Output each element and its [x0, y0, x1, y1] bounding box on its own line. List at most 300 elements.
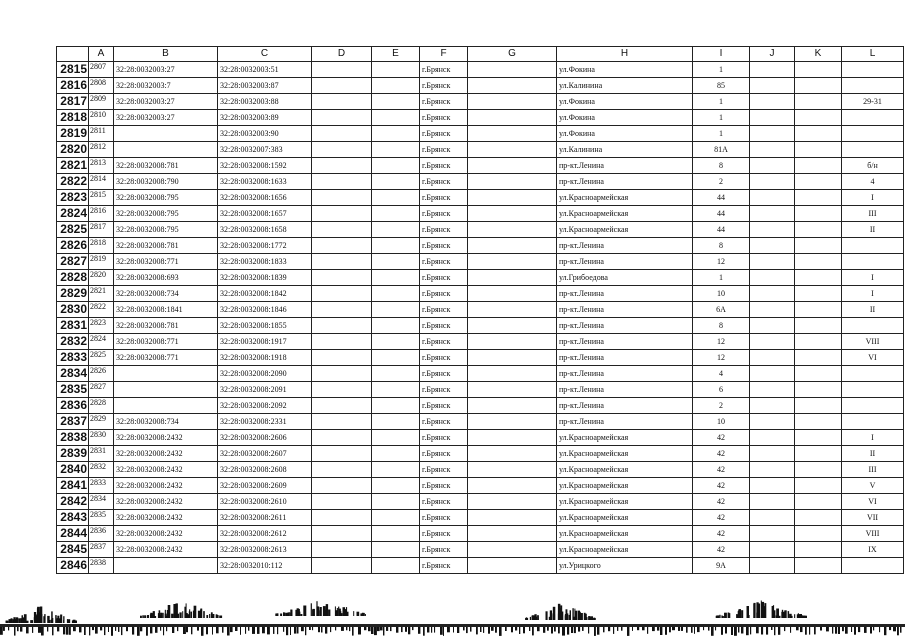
cell-f[interactable]: г.Брянск [420, 446, 468, 462]
row-number[interactable]: 2843 [57, 510, 89, 526]
cell-h[interactable]: пр-кт.Ленина [557, 334, 693, 350]
cell-c[interactable]: 32:28:0032008:2612 [218, 526, 312, 542]
cell-f[interactable]: г.Брянск [420, 302, 468, 318]
cell-c[interactable]: 32:28:0032003:51 [218, 62, 312, 78]
cell-l[interactable] [842, 558, 904, 574]
cell-c[interactable]: 32:28:0032008:1592 [218, 158, 312, 174]
cell-j[interactable] [750, 286, 795, 302]
cell-d[interactable] [312, 142, 372, 158]
cell-d[interactable] [312, 222, 372, 238]
cell-e[interactable] [372, 398, 420, 414]
cell-d[interactable] [312, 366, 372, 382]
cell-j[interactable] [750, 142, 795, 158]
cell-b[interactable] [114, 366, 218, 382]
cell-h[interactable]: пр-кт.Ленина [557, 174, 693, 190]
row-number[interactable]: 2830 [57, 302, 89, 318]
cell-l[interactable] [842, 414, 904, 430]
cell-d[interactable] [312, 270, 372, 286]
cell-k[interactable] [795, 430, 842, 446]
cell-f[interactable]: г.Брянск [420, 238, 468, 254]
cell-a[interactable]: 2826 [89, 366, 114, 382]
cell-g[interactable] [468, 174, 557, 190]
cell-k[interactable] [795, 158, 842, 174]
cell-h[interactable]: ул.Красноармейская [557, 526, 693, 542]
cell-e[interactable] [372, 286, 420, 302]
cell-b[interactable]: 32:28:0032008:2432 [114, 526, 218, 542]
cell-f[interactable]: г.Брянск [420, 286, 468, 302]
cell-h[interactable]: пр-кт.Ленина [557, 414, 693, 430]
cell-k[interactable] [795, 126, 842, 142]
cell-g[interactable] [468, 366, 557, 382]
cell-i[interactable]: 42 [693, 430, 750, 446]
cell-i[interactable]: 44 [693, 222, 750, 238]
cell-c[interactable]: 32:28:0032008:1658 [218, 222, 312, 238]
cell-i[interactable]: 2 [693, 174, 750, 190]
cell-e[interactable] [372, 350, 420, 366]
cell-g[interactable] [468, 158, 557, 174]
cell-l[interactable] [842, 366, 904, 382]
cell-e[interactable] [372, 510, 420, 526]
cell-a[interactable]: 2807 [89, 62, 114, 78]
cell-h[interactable]: ул.Фокина [557, 110, 693, 126]
row-number[interactable]: 2823 [57, 190, 89, 206]
cell-c[interactable]: 32:28:0032003:90 [218, 126, 312, 142]
row-number[interactable]: 2831 [57, 318, 89, 334]
cell-a[interactable]: 2815 [89, 190, 114, 206]
cell-c[interactable]: 32:28:0032008:1772 [218, 238, 312, 254]
cell-l[interactable] [842, 382, 904, 398]
cell-j[interactable] [750, 334, 795, 350]
row-number[interactable]: 2822 [57, 174, 89, 190]
row-number[interactable]: 2844 [57, 526, 89, 542]
cell-g[interactable] [468, 78, 557, 94]
cell-a[interactable]: 2827 [89, 382, 114, 398]
cell-g[interactable] [468, 558, 557, 574]
cell-e[interactable] [372, 382, 420, 398]
cell-e[interactable] [372, 78, 420, 94]
cell-h[interactable]: пр-кт.Ленина [557, 286, 693, 302]
cell-h[interactable]: ул.Грибоедова [557, 270, 693, 286]
cell-b[interactable]: 32:28:0032008:781 [114, 318, 218, 334]
cell-i[interactable]: 81А [693, 142, 750, 158]
cell-k[interactable] [795, 414, 842, 430]
cell-c[interactable]: 32:28:0032008:2613 [218, 542, 312, 558]
cell-h[interactable]: пр-кт.Ленина [557, 302, 693, 318]
cell-b[interactable]: 32:28:0032008:2432 [114, 446, 218, 462]
cell-g[interactable] [468, 302, 557, 318]
cell-c[interactable]: 32:28:0032008:1917 [218, 334, 312, 350]
cell-k[interactable] [795, 526, 842, 542]
cell-d[interactable] [312, 254, 372, 270]
cell-d[interactable] [312, 334, 372, 350]
cell-j[interactable] [750, 94, 795, 110]
cell-b[interactable]: 32:28:0032003:7 [114, 78, 218, 94]
cell-e[interactable] [372, 494, 420, 510]
cell-g[interactable] [468, 382, 557, 398]
row-number[interactable]: 2819 [57, 126, 89, 142]
cell-h[interactable]: ул.Фокина [557, 126, 693, 142]
cell-h[interactable]: пр-кт.Ленина [557, 238, 693, 254]
cell-e[interactable] [372, 302, 420, 318]
cell-e[interactable] [372, 222, 420, 238]
cell-b[interactable]: 32:28:0032008:2432 [114, 430, 218, 446]
row-number[interactable]: 2815 [57, 62, 89, 78]
cell-i[interactable]: 6А [693, 302, 750, 318]
row-number[interactable]: 2837 [57, 414, 89, 430]
cell-c[interactable]: 32:28:0032003:88 [218, 94, 312, 110]
cell-g[interactable] [468, 110, 557, 126]
cell-h[interactable]: пр-кт.Ленина [557, 366, 693, 382]
cell-b[interactable]: 32:28:0032008:771 [114, 254, 218, 270]
cell-h[interactable]: ул.Красноармейская [557, 494, 693, 510]
cell-j[interactable] [750, 174, 795, 190]
cell-i[interactable]: 1 [693, 270, 750, 286]
cell-e[interactable] [372, 254, 420, 270]
cell-c[interactable]: 32:28:0032008:2090 [218, 366, 312, 382]
column-header-h[interactable]: H [557, 47, 693, 62]
cell-k[interactable] [795, 94, 842, 110]
cell-b[interactable]: 32:28:0032008:734 [114, 414, 218, 430]
cell-d[interactable] [312, 174, 372, 190]
cell-d[interactable] [312, 462, 372, 478]
cell-h[interactable]: ул.Урицкого [557, 558, 693, 574]
cell-a[interactable]: 2824 [89, 334, 114, 350]
cell-f[interactable]: г.Брянск [420, 254, 468, 270]
cell-l[interactable] [842, 142, 904, 158]
cell-i[interactable]: 42 [693, 510, 750, 526]
cell-l[interactable] [842, 254, 904, 270]
cell-j[interactable] [750, 78, 795, 94]
cell-b[interactable]: 32:28:0032008:795 [114, 222, 218, 238]
cell-i[interactable]: 12 [693, 350, 750, 366]
cell-e[interactable] [372, 158, 420, 174]
column-header-b[interactable]: B [114, 47, 218, 62]
cell-b[interactable]: 32:28:0032003:27 [114, 94, 218, 110]
cell-g[interactable] [468, 190, 557, 206]
row-number[interactable]: 2818 [57, 110, 89, 126]
cell-g[interactable] [468, 254, 557, 270]
cell-l[interactable] [842, 110, 904, 126]
cell-f[interactable]: г.Брянск [420, 510, 468, 526]
cell-k[interactable] [795, 462, 842, 478]
cell-a[interactable]: 2838 [89, 558, 114, 574]
cell-j[interactable] [750, 206, 795, 222]
cell-i[interactable]: 12 [693, 254, 750, 270]
row-number[interactable]: 2845 [57, 542, 89, 558]
cell-e[interactable] [372, 462, 420, 478]
cell-l[interactable]: II [842, 446, 904, 462]
cell-k[interactable] [795, 190, 842, 206]
cell-f[interactable]: г.Брянск [420, 94, 468, 110]
cell-g[interactable] [468, 430, 557, 446]
cell-h[interactable]: ул.Фокина [557, 62, 693, 78]
cell-k[interactable] [795, 494, 842, 510]
cell-a[interactable]: 2836 [89, 526, 114, 542]
cell-l[interactable] [842, 238, 904, 254]
cell-k[interactable] [795, 110, 842, 126]
cell-e[interactable] [372, 270, 420, 286]
cell-d[interactable] [312, 286, 372, 302]
cell-c[interactable]: 32:28:0032008:2611 [218, 510, 312, 526]
cell-d[interactable] [312, 62, 372, 78]
cell-g[interactable] [468, 62, 557, 78]
cell-j[interactable] [750, 414, 795, 430]
column-header-f[interactable]: F [420, 47, 468, 62]
row-number[interactable]: 2826 [57, 238, 89, 254]
cell-h[interactable]: пр-кт.Ленина [557, 382, 693, 398]
cell-j[interactable] [750, 366, 795, 382]
cell-a[interactable]: 2812 [89, 142, 114, 158]
cell-b[interactable] [114, 382, 218, 398]
cell-c[interactable]: 32:28:0032008:1842 [218, 286, 312, 302]
row-number[interactable]: 2841 [57, 478, 89, 494]
row-number[interactable]: 2816 [57, 78, 89, 94]
cell-k[interactable] [795, 78, 842, 94]
cell-a[interactable]: 2832 [89, 462, 114, 478]
cell-e[interactable] [372, 94, 420, 110]
cell-k[interactable] [795, 334, 842, 350]
cell-h[interactable]: пр-кт.Ленина [557, 350, 693, 366]
cell-g[interactable] [468, 446, 557, 462]
cell-g[interactable] [468, 318, 557, 334]
cell-f[interactable]: г.Брянск [420, 110, 468, 126]
cell-f[interactable]: г.Брянск [420, 478, 468, 494]
cell-l[interactable]: II [842, 222, 904, 238]
cell-e[interactable] [372, 206, 420, 222]
cell-k[interactable] [795, 222, 842, 238]
cell-a[interactable]: 2821 [89, 286, 114, 302]
cell-f[interactable]: г.Брянск [420, 206, 468, 222]
cell-b[interactable] [114, 142, 218, 158]
cell-d[interactable] [312, 318, 372, 334]
cell-f[interactable]: г.Брянск [420, 142, 468, 158]
cell-d[interactable] [312, 94, 372, 110]
cell-h[interactable]: ул.Красноармейская [557, 446, 693, 462]
cell-h[interactable]: ул.Красноармейская [557, 206, 693, 222]
cell-j[interactable] [750, 382, 795, 398]
row-number[interactable]: 2825 [57, 222, 89, 238]
cell-e[interactable] [372, 414, 420, 430]
cell-i[interactable]: 44 [693, 190, 750, 206]
cell-i[interactable]: 1 [693, 62, 750, 78]
cell-f[interactable]: г.Брянск [420, 270, 468, 286]
cell-i[interactable]: 1 [693, 110, 750, 126]
cell-k[interactable] [795, 478, 842, 494]
cell-h[interactable]: ул.Фокина [557, 94, 693, 110]
cell-j[interactable] [750, 510, 795, 526]
column-header-k[interactable]: K [795, 47, 842, 62]
cell-k[interactable] [795, 254, 842, 270]
cell-k[interactable] [795, 302, 842, 318]
cell-i[interactable]: 2 [693, 398, 750, 414]
cell-k[interactable] [795, 318, 842, 334]
cell-k[interactable] [795, 366, 842, 382]
cell-h[interactable]: ул.Калинина [557, 142, 693, 158]
cell-g[interactable] [468, 238, 557, 254]
cell-c[interactable]: 32:28:0032003:89 [218, 110, 312, 126]
column-header-g[interactable]: G [468, 47, 557, 62]
cell-d[interactable] [312, 430, 372, 446]
cell-k[interactable] [795, 558, 842, 574]
cell-b[interactable]: 32:28:0032008:2432 [114, 542, 218, 558]
cell-i[interactable]: 42 [693, 542, 750, 558]
cell-a[interactable]: 2829 [89, 414, 114, 430]
cell-g[interactable] [468, 126, 557, 142]
cell-g[interactable] [468, 526, 557, 542]
cell-l[interactable]: б/н [842, 158, 904, 174]
cell-e[interactable] [372, 366, 420, 382]
cell-b[interactable]: 32:28:0032008:781 [114, 158, 218, 174]
cell-e[interactable] [372, 126, 420, 142]
cell-k[interactable] [795, 446, 842, 462]
cell-b[interactable]: 32:28:0032008:2432 [114, 462, 218, 478]
cell-i[interactable]: 10 [693, 414, 750, 430]
cell-j[interactable] [750, 430, 795, 446]
cell-g[interactable] [468, 286, 557, 302]
row-number[interactable]: 2842 [57, 494, 89, 510]
cell-f[interactable]: г.Брянск [420, 382, 468, 398]
cell-g[interactable] [468, 350, 557, 366]
cell-h[interactable]: ул.Красноармейская [557, 430, 693, 446]
cell-b[interactable]: 32:28:0032008:734 [114, 286, 218, 302]
row-number[interactable]: 2817 [57, 94, 89, 110]
cell-f[interactable]: г.Брянск [420, 430, 468, 446]
cell-b[interactable]: 32:28:0032008:795 [114, 190, 218, 206]
row-number[interactable]: 2832 [57, 334, 89, 350]
cell-j[interactable] [750, 350, 795, 366]
cell-a[interactable]: 2822 [89, 302, 114, 318]
cell-l[interactable]: I [842, 430, 904, 446]
row-number[interactable]: 2821 [57, 158, 89, 174]
cell-c[interactable]: 32:28:0032010:112 [218, 558, 312, 574]
cell-k[interactable] [795, 206, 842, 222]
cell-b[interactable]: 32:28:0032008:693 [114, 270, 218, 286]
cell-a[interactable]: 2831 [89, 446, 114, 462]
cell-e[interactable] [372, 542, 420, 558]
cell-j[interactable] [750, 254, 795, 270]
cell-g[interactable] [468, 222, 557, 238]
cell-h[interactable]: пр-кт.Ленина [557, 398, 693, 414]
column-header-d[interactable]: D [312, 47, 372, 62]
cell-l[interactable]: III [842, 206, 904, 222]
row-number[interactable]: 2824 [57, 206, 89, 222]
cell-c[interactable]: 32:28:0032008:1918 [218, 350, 312, 366]
cell-j[interactable] [750, 190, 795, 206]
cell-a[interactable]: 2816 [89, 206, 114, 222]
cell-f[interactable]: г.Брянск [420, 414, 468, 430]
cell-b[interactable]: 32:28:0032008:2432 [114, 494, 218, 510]
cell-f[interactable]: г.Брянск [420, 334, 468, 350]
cell-b[interactable]: 32:28:0032003:27 [114, 62, 218, 78]
cell-j[interactable] [750, 398, 795, 414]
cell-f[interactable]: г.Брянск [420, 558, 468, 574]
cell-g[interactable] [468, 334, 557, 350]
cell-i[interactable]: 12 [693, 334, 750, 350]
cell-b[interactable]: 32:28:0032008:771 [114, 334, 218, 350]
cell-f[interactable]: г.Брянск [420, 174, 468, 190]
column-header-a[interactable]: A [89, 47, 114, 62]
cell-i[interactable]: 9А [693, 558, 750, 574]
cell-j[interactable] [750, 222, 795, 238]
cell-d[interactable] [312, 158, 372, 174]
cell-d[interactable] [312, 446, 372, 462]
cell-f[interactable]: г.Брянск [420, 542, 468, 558]
cell-g[interactable] [468, 478, 557, 494]
cell-d[interactable] [312, 398, 372, 414]
cell-l[interactable] [842, 62, 904, 78]
cell-c[interactable]: 32:28:0032008:2608 [218, 462, 312, 478]
cell-e[interactable] [372, 318, 420, 334]
row-header-corner[interactable] [57, 47, 89, 62]
cell-l[interactable]: VIII [842, 526, 904, 542]
cell-h[interactable]: пр-кт.Ленина [557, 158, 693, 174]
cell-k[interactable] [795, 382, 842, 398]
cell-b[interactable]: 32:28:0032008:790 [114, 174, 218, 190]
column-header-i[interactable]: I [693, 47, 750, 62]
cell-f[interactable]: г.Брянск [420, 494, 468, 510]
cell-l[interactable]: I [842, 286, 904, 302]
cell-h[interactable]: пр-кт.Ленина [557, 254, 693, 270]
column-header-j[interactable]: J [750, 47, 795, 62]
cell-g[interactable] [468, 398, 557, 414]
cell-a[interactable]: 2819 [89, 254, 114, 270]
cell-j[interactable] [750, 478, 795, 494]
cell-h[interactable]: ул.Красноармейская [557, 542, 693, 558]
cell-e[interactable] [372, 174, 420, 190]
cell-j[interactable] [750, 302, 795, 318]
cell-e[interactable] [372, 142, 420, 158]
cell-e[interactable] [372, 558, 420, 574]
cell-f[interactable]: г.Брянск [420, 78, 468, 94]
cell-a[interactable]: 2808 [89, 78, 114, 94]
cell-b[interactable]: 32:28:0032008:2432 [114, 478, 218, 494]
cell-k[interactable] [795, 510, 842, 526]
cell-a[interactable]: 2835 [89, 510, 114, 526]
cell-j[interactable] [750, 558, 795, 574]
cell-b[interactable]: 32:28:0032008:771 [114, 350, 218, 366]
cell-a[interactable]: 2823 [89, 318, 114, 334]
cell-l[interactable]: I [842, 190, 904, 206]
cell-d[interactable] [312, 110, 372, 126]
cell-c[interactable]: 32:28:0032008:2331 [218, 414, 312, 430]
cell-a[interactable]: 2837 [89, 542, 114, 558]
cell-a[interactable]: 2820 [89, 270, 114, 286]
cell-b[interactable]: 32:28:0032008:781 [114, 238, 218, 254]
cell-k[interactable] [795, 350, 842, 366]
cell-c[interactable]: 32:28:0032003:87 [218, 78, 312, 94]
cell-c[interactable]: 32:28:0032008:2607 [218, 446, 312, 462]
cell-c[interactable]: 32:28:0032008:2609 [218, 478, 312, 494]
cell-c[interactable]: 32:28:0032008:2606 [218, 430, 312, 446]
cell-j[interactable] [750, 110, 795, 126]
row-number[interactable]: 2835 [57, 382, 89, 398]
cell-d[interactable] [312, 238, 372, 254]
cell-c[interactable]: 32:28:0032008:1839 [218, 270, 312, 286]
cell-k[interactable] [795, 62, 842, 78]
cell-g[interactable] [468, 270, 557, 286]
cell-i[interactable]: 1 [693, 94, 750, 110]
cell-c[interactable]: 32:28:0032008:1855 [218, 318, 312, 334]
cell-a[interactable]: 2834 [89, 494, 114, 510]
cell-l[interactable]: II [842, 302, 904, 318]
cell-e[interactable] [372, 190, 420, 206]
cell-l[interactable]: V [842, 478, 904, 494]
cell-f[interactable]: г.Брянск [420, 190, 468, 206]
cell-k[interactable] [795, 270, 842, 286]
cell-c[interactable]: 32:28:0032008:2092 [218, 398, 312, 414]
cell-b[interactable] [114, 126, 218, 142]
cell-i[interactable]: 8 [693, 158, 750, 174]
